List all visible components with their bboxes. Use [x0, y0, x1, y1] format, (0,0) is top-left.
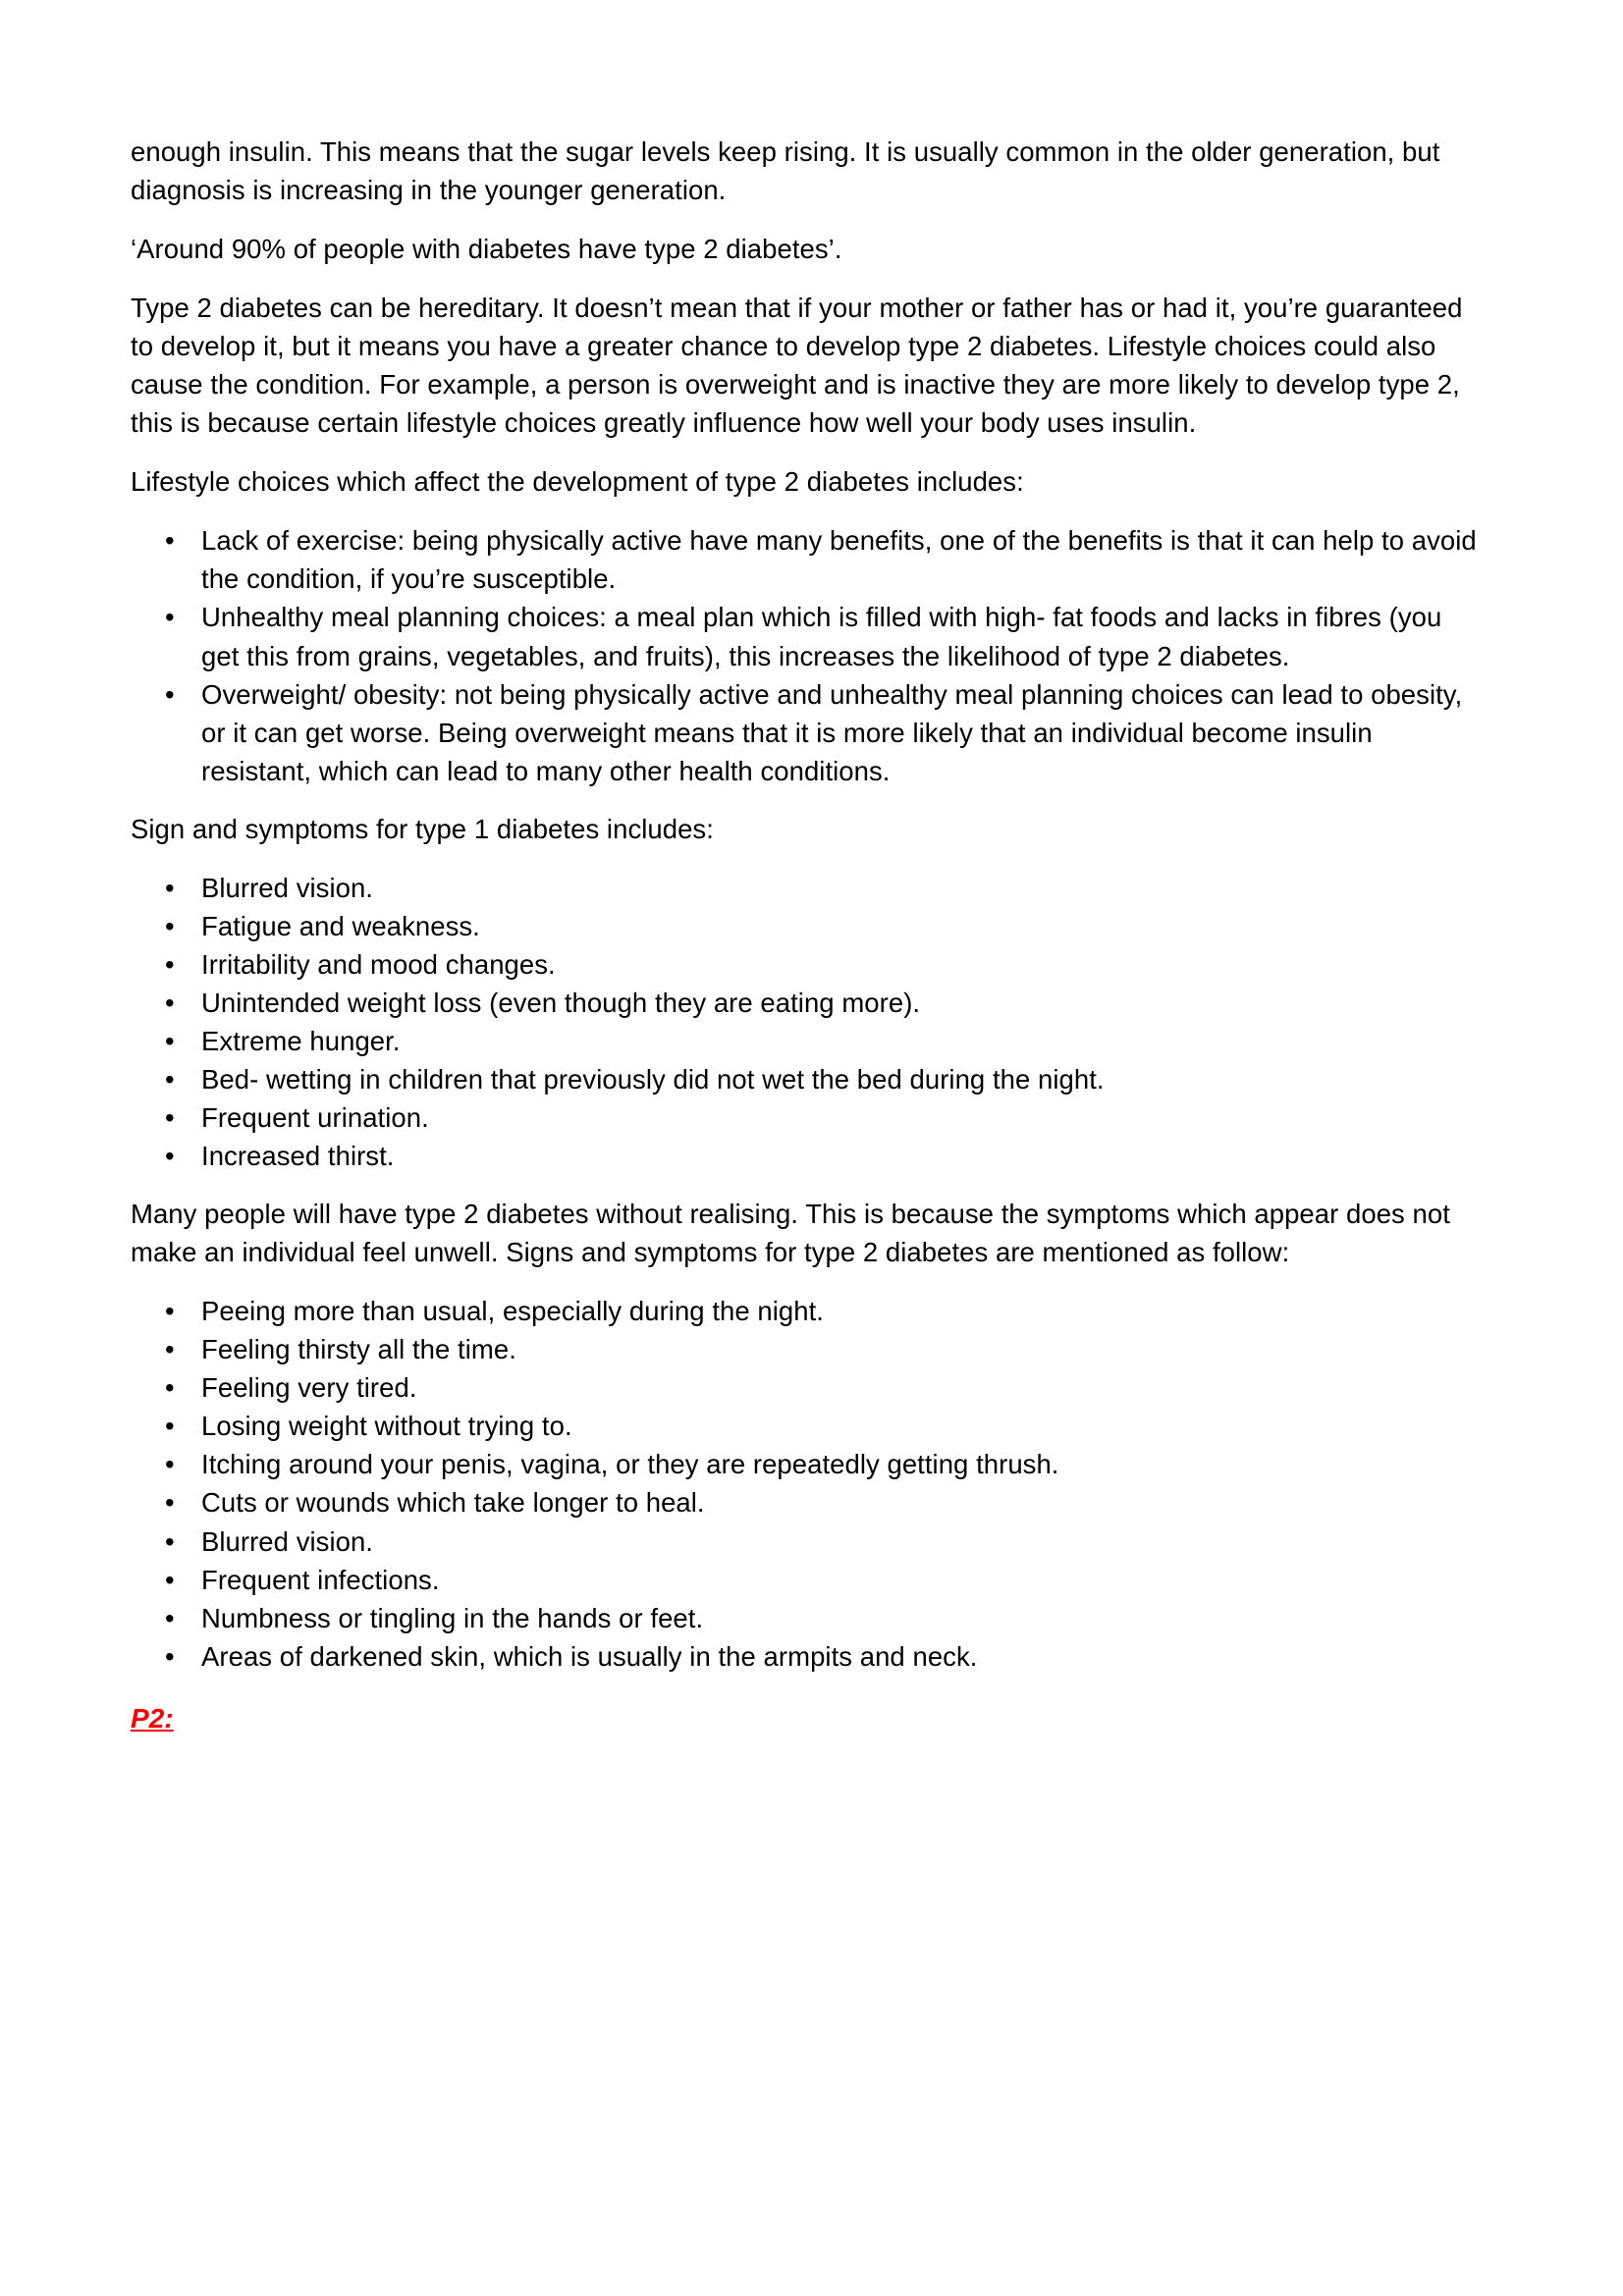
list-item-label: Irritability and mood changes. — [201, 948, 556, 980]
list-item — [131, 869, 1486, 907]
list-item-label: Increased thirst. — [201, 1141, 395, 1172]
bullet-point-icon: • — [165, 1487, 175, 1519]
list-item — [131, 1330, 1486, 1368]
list-item-label: Frequent infections. — [201, 1564, 440, 1595]
list-item-label: Cuts or wounds which take longer to heal. — [201, 1487, 705, 1519]
bullet-point-icon: • — [165, 525, 175, 557]
bullet-point-icon: • — [165, 987, 175, 1018]
list-item-label: Blurred vision. — [201, 872, 373, 903]
list-item — [131, 1522, 1486, 1561]
bullet-point-icon: • — [165, 1102, 175, 1134]
list-item-label: Blurred vision. — [201, 1525, 373, 1557]
paragraph-type2-unnoticed: Many people will have type 2 diabetes without realising. This is because the symptoms which appear does not make an individual feel unwell. Signs and symptoms for type 2 diabetes are mentioned as follow: — [131, 1199, 1450, 1268]
list-item — [131, 1098, 1486, 1137]
list-item — [131, 598, 1486, 674]
list-item-label: Extreme hunger. — [201, 1025, 401, 1056]
paragraph-type1-symptoms-intro: Sign and symptoms for type 1 diabetes includes: — [131, 813, 714, 844]
bullet-point-icon: • — [165, 910, 175, 941]
list-item-label: Peeing more than usual, especially during the night. — [201, 1296, 824, 1327]
bullet-point-icon: • — [165, 1063, 175, 1095]
list-item — [131, 1483, 1486, 1522]
bullet-point-icon: • — [165, 678, 175, 710]
list-item-label: Fatigue and weakness. — [201, 910, 480, 941]
list-type2-symptoms — [131, 1292, 1486, 1675]
bullet-point-icon: • — [165, 1640, 175, 1672]
bullet-point-icon: • — [165, 1296, 175, 1327]
list-item — [131, 984, 1486, 1022]
bullet-point-icon: • — [165, 1334, 175, 1365]
list-item — [131, 521, 1486, 598]
list-item-label: Numbness or tingling in the hands or feet. — [201, 1602, 704, 1633]
list-item-label: Unhealthy meal planning choices: a meal plan which is filled with high- fat foods and lacks in fibres (you get this from grains, vegetables, and fruits), this increases the likelihood of type 2 diabetes. — [201, 602, 1442, 671]
paragraph-insulin-intro: enough insulin. This means that the sugar levels keep rising. It is usually common in the older generation, but diagnosis is increasing in the younger generation. — [131, 136, 1440, 206]
list-item-label: Frequent urination. — [201, 1102, 429, 1134]
list-item-label: Feeling very tired. — [201, 1372, 417, 1404]
list-item-label: Lack of exercise: being physically active have many benefits, one of the benefits is that it can help to avoid the condition, if you’re susceptible. — [201, 525, 1477, 595]
list-item-label: Losing weight without trying to. — [201, 1411, 572, 1442]
list-type1-symptoms — [131, 869, 1486, 1175]
bullet-point-icon: • — [165, 1602, 175, 1633]
bullet-point-icon: • — [165, 1372, 175, 1404]
bullet-point-icon: • — [165, 948, 175, 980]
list-item-label: Areas of darkened skin, which is usually in the armpits and neck. — [201, 1640, 978, 1672]
list-item — [131, 1137, 1486, 1175]
list-item-label: Unintended weight loss (even though they are eating more). — [201, 987, 921, 1018]
list-item-label: Bed- wetting in children that previously did not wet the bed during the night. — [201, 1063, 1105, 1095]
list-item — [131, 1637, 1486, 1676]
paragraph-quote-90-percent: ‘Around 90% of people with diabetes have type 2 diabetes’. — [131, 234, 842, 265]
list-item-label: Itching around your penis, vagina, or they are repeatedly getting thrush. — [201, 1449, 1059, 1480]
list-item — [131, 1445, 1486, 1483]
paragraph-type2-hereditary: Type 2 diabetes can be hereditary. It doesn’t mean that if your mother or father has or had it, you’re guaranteed to develop it, but it means you have a greater chance to develop type 2 diabetes. Lifestyle choices could also cause the condition. For example, a person is overweight and is inactive they are more likely to develop type 2, this is because certain lifestyle choices greatly influence how well your body uses insulin. — [131, 293, 1463, 439]
list-item — [131, 1407, 1486, 1445]
heading-p2: P2: — [131, 1702, 174, 1734]
list-item-label: Feeling thirsty all the time. — [201, 1334, 516, 1365]
bullet-point-icon: • — [165, 602, 175, 633]
list-item — [131, 1599, 1486, 1637]
list-item — [131, 1292, 1486, 1330]
list-item — [131, 907, 1486, 945]
bullet-point-icon: • — [165, 1525, 175, 1557]
bullet-point-icon: • — [165, 1141, 175, 1172]
list-lifestyle-choices — [131, 521, 1486, 789]
list-item — [131, 1060, 1486, 1098]
bullet-point-icon: • — [165, 1449, 175, 1480]
list-item — [131, 1561, 1486, 1599]
list-item — [131, 675, 1486, 790]
document-body — [131, 133, 1486, 1737]
paragraph-lifestyle-intro: Lifestyle choices which affect the development of type 2 diabetes includes: — [131, 466, 1024, 498]
list-item — [131, 945, 1486, 984]
bullet-point-icon: • — [165, 1564, 175, 1595]
bullet-point-icon: • — [165, 1025, 175, 1056]
bullet-point-icon: • — [165, 872, 175, 903]
list-item-label: Overweight/ obesity: not being physically active and unhealthy meal planning choices can lead to obesity, or it can get worse. Being overweight means that it is more likely that an individual become insulin resistant, which can lead to many other health conditions. — [201, 678, 1463, 786]
bullet-point-icon: • — [165, 1411, 175, 1442]
list-item — [131, 1368, 1486, 1407]
list-item — [131, 1022, 1486, 1060]
